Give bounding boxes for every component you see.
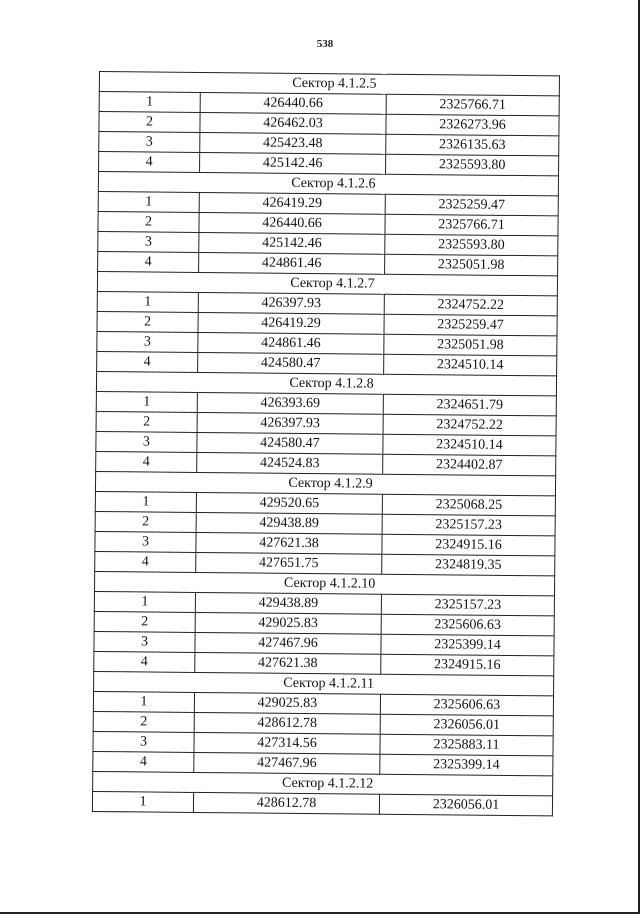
y-coordinate: 2325051.98 [385,254,558,276]
x-coordinate: 425142.46 [199,232,385,254]
point-number: 1 [97,291,198,312]
table-row [92,791,552,815]
x-coordinate: 427621.38 [196,532,382,554]
y-coordinate: 2324402.87 [383,454,556,476]
x-coordinate: 424524.83 [197,452,383,474]
point-number: 4 [95,551,196,572]
y-coordinate: 2325157.23 [381,594,554,616]
y-coordinate: 2325593.80 [386,154,559,176]
x-coordinate: 426419.29 [199,192,385,214]
y-coordinate: 2325883.11 [380,734,553,756]
y-coordinate: 2326056.01 [380,714,553,736]
point-number: 1 [96,391,197,412]
point-number: 4 [99,152,200,173]
x-coordinate: 424580.47 [197,432,383,454]
x-coordinate: 428612.78 [193,792,379,814]
point-number: 4 [98,251,199,272]
x-coordinate: 427467.96 [194,752,380,774]
y-coordinate: 2326056.01 [379,794,552,816]
point-number: 3 [93,731,194,752]
y-coordinate: 2325051.98 [384,334,557,356]
x-coordinate: 427467.96 [195,632,381,654]
x-coordinate: 429025.83 [195,612,381,634]
sector-title: Сектор 4.1.2.10 [95,571,555,595]
point-number: 1 [92,791,193,812]
y-coordinate: 2325766.71 [386,94,559,116]
point-number: 2 [94,611,195,632]
x-coordinate: 424861.46 [198,332,384,354]
coordinates-table [92,71,560,816]
sector-title: Сектор 4.1.2.8 [96,371,556,395]
x-coordinate: 426462.03 [200,112,386,134]
y-coordinate: 2325068.25 [382,494,555,516]
x-coordinate: 426419.29 [198,312,384,334]
x-coordinate: 428612.78 [194,712,380,734]
x-coordinate: 429438.89 [196,512,382,534]
y-coordinate: 2325259.47 [384,314,557,336]
y-coordinate: 2324651.79 [383,394,556,416]
point-number: 4 [94,651,195,672]
point-number: 2 [96,411,197,432]
point-number: 1 [93,691,194,712]
y-coordinate: 2325259.47 [385,194,558,216]
sector-title: Сектор 4.1.2.5 [99,72,559,96]
x-coordinate: 427651.75 [196,552,382,574]
x-coordinate: 425142.46 [200,152,386,174]
point-number: 2 [97,311,198,332]
y-coordinate: 2325766.71 [385,214,558,236]
y-coordinate: 2326273.96 [386,114,559,136]
y-coordinate: 2325399.14 [381,634,554,656]
point-number: 2 [99,112,200,133]
y-coordinate: 2324752.22 [384,294,557,316]
x-coordinate: 426397.93 [197,412,383,434]
page-number: 538 [316,38,334,50]
y-coordinate: 2324510.14 [383,434,556,456]
x-coordinate: 424580.47 [198,352,384,374]
point-number: 4 [96,451,197,472]
x-coordinate: 426440.66 [200,92,386,114]
x-coordinate: 424861.46 [199,252,385,274]
point-number: 3 [97,331,198,352]
sector-title: Сектор 4.1.2.7 [97,271,557,295]
sector-title: Сектор 4.1.2.6 [98,172,558,196]
x-coordinate: 429520.65 [196,492,382,514]
sector-title: Сектор 4.1.2.11 [94,671,554,695]
x-coordinate: 426397.93 [198,292,384,314]
x-coordinate: 427621.38 [195,652,381,674]
point-number: 3 [94,631,195,652]
x-coordinate: 426393.69 [197,392,383,414]
point-number: 1 [94,591,195,612]
y-coordinate: 2325157.23 [382,514,555,536]
point-number: 1 [98,191,199,212]
point-number: 4 [93,751,194,772]
point-number: 3 [99,132,200,153]
point-number: 3 [98,231,199,252]
point-number: 2 [98,211,199,232]
y-coordinate: 2324915.16 [382,534,555,556]
point-number: 1 [99,92,200,113]
y-coordinate: 2325399.14 [380,754,553,776]
y-coordinate: 2326135.63 [386,134,559,156]
y-coordinate: 2324819.35 [382,554,555,576]
y-coordinate: 2325606.63 [380,694,553,716]
y-coordinate: 2324752.22 [383,414,556,436]
x-coordinate: 426440.66 [199,212,385,234]
point-number: 2 [93,711,194,732]
sector-title: Сектор 4.1.2.12 [93,771,553,795]
sector-title: Сектор 4.1.2.9 [95,471,555,495]
point-number: 4 [97,351,198,372]
x-coordinate: 429438.89 [195,592,381,614]
point-number: 3 [95,531,196,552]
point-number: 1 [95,491,196,512]
x-coordinate: 427314.56 [194,732,380,754]
x-coordinate: 429025.83 [194,692,380,714]
x-coordinate: 425423.48 [200,132,386,154]
y-coordinate: 2325593.80 [385,234,558,256]
y-coordinate: 2325606.63 [381,614,554,636]
point-number: 3 [96,431,197,452]
point-number: 2 [95,511,196,532]
y-coordinate: 2324510.14 [384,354,557,376]
y-coordinate: 2324915.16 [381,654,554,676]
